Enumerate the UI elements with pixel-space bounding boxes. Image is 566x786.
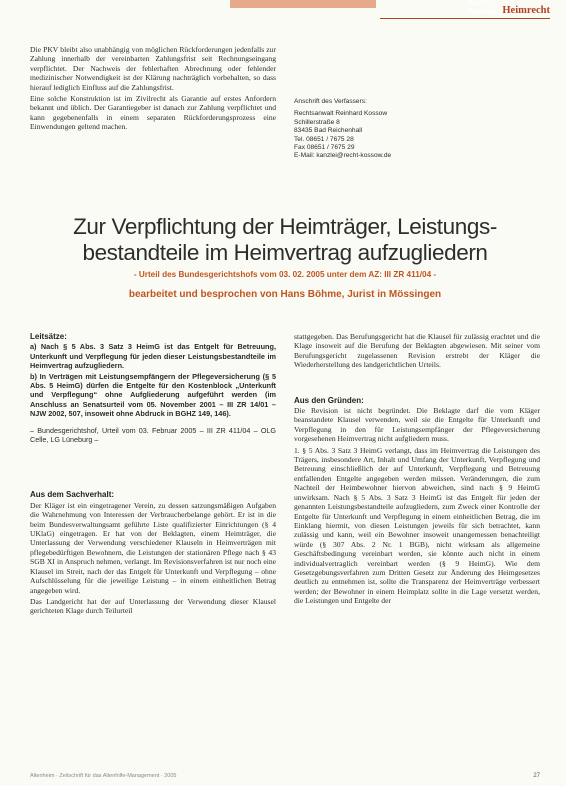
header-color-strip [230, 0, 495, 15]
author-heading: Anschrift des Verfassers: [294, 98, 367, 105]
leitsatz-b: b) In Verträgen mit Leistungsempfängern der Pflegeversicherung (§ 5 Abs. 5 HeimG) dürfen die Entgelte für den Kostenblock „Unterkunft und Verpflegung“ ohne Aufgliederung aufgeführt werden (im Anschluss an Senatsurteil vom 05. November 2001 – III ZR 14/01 – NJW 2002, 507, insoweit ohne Abdruck in BGHZ 149, 146). [30, 372, 276, 418]
prev-article-left-column [30, 45, 276, 134]
article-subtitle: - Urteil des Bundesgerichtshofs vom 03. 02. 2005 unter dem AZ: III ZR 411/04 - [133, 270, 437, 279]
gruende-paragraph: Die Revision ist nicht begründet. Die Beklagte darf die vom Kläger beanstandete Klausel verwenden, weil sie die Entgelte für Unterkunft und Verpflegung in den für Leistungsempfänger der Pflegeversicherung vorgesehenen Heimvertrag nicht aufgliedern muss. [294, 406, 540, 444]
article-byline: bearbeitet und besprochen von Hans Böhme, Jurist in Mössingen [128, 289, 442, 300]
article-title-line-2: bestandteile im Heimvertrag aufzugliedern [82, 239, 488, 265]
article-title [30, 214, 540, 265]
author-line: Rechtsanwalt Reinhard Kossow [294, 110, 388, 118]
article-right-column [294, 332, 540, 608]
spacer [294, 372, 540, 396]
leitsaetze-heading: Leitsätze: [30, 332, 67, 341]
author-line: Tel. 08651 / 7675 28 [294, 135, 354, 143]
gruende-heading: Aus den Gründen: [294, 395, 364, 405]
author-line: Schillerstraße 8 [294, 118, 340, 126]
leitsatz-a: a) Nach § 5 Abs. 3 Satz 3 HeimG ist das Entgelt für Betreuung, Unterkunft und Verpflegung für jeden dieser Leistungsbestandteile im Heimvertrag aufzugliedern. [30, 342, 276, 370]
author-line: Fax 08651 / 7675 29 [294, 144, 355, 152]
page-number: 27 [533, 773, 540, 779]
author-address [294, 98, 540, 161]
author-line: E-Mail: kanzlei@recht-kossow.de [294, 152, 392, 160]
page-header [0, 0, 566, 18]
sachverhalt-heading: Aus dem Sachverhalt: [30, 490, 115, 500]
section-label: Heimrecht [502, 5, 550, 16]
article-title-line-1: Zur Verpflichtung der Heimträger, Leistungs- [73, 214, 497, 239]
sachverhalt-paragraph: Das Landgericht hat der auf Unterlassung der Verwendung dieser Klausel gerichteten Klage durch Teilurteil [30, 596, 276, 616]
spacer [30, 446, 276, 490]
intro-paragraph: stattgegeben. Das Berufungsgericht hat die Klausel für zulässig erachtet und die Klage insoweit auf die Berufung der Beklagten abgewiesen. Mit seiner vom Berufungsgericht zugelassenen Revision erstrebt der Kläger die Wiederherstellung des landgerichtlichen Urteils. [294, 332, 540, 370]
footer-publication: Altenheim · Zeitschrift für das Altenhilfe-Management · 2005 [30, 773, 177, 779]
article-left-column [30, 332, 276, 618]
author-line: 83435 Bad Reichenhall [294, 127, 363, 135]
header-rule [380, 18, 550, 19]
prev-paragraph: Die PKV bleibt also unabhängig von möglichen Rückforderungen jedenfalls zur Zahlung innerhalb der vereinbarten Zahlungsfrist seit Rechnungseingang verpflichtet. Der Nachweis der fehlerhaften Abrechnung oder fehlender medizinischer Notwendigkeit ist der Klärung nachträglich vorbehalten, so dass hierauf lediglich Einfluss auf die Zahlungsfrist. [30, 45, 276, 92]
sachverhalt-paragraph: Der Kläger ist ein eingetragener Verein, zu dessen satzungsmäßigen Aufgaben die Wahrnehmung von Interessen der Verbraucherbelange gehört. Er ist in die beim Bundesverwaltungsamt geführte Liste qualifizierter Einrichtungen (§ 4 UKlaG) eingetragen. Er hat von der Beklagten, einem Heimträger, die Unterlassung der Verwendung verschiedener Klauseln in Heimverträgen mit pflegebedürftigen Bewohnern, die Leistungen der stationären Pflege nach § 43 SGB XI in Anspruch nehmen, verlangt. Im Revisionsverfahren ist nur noch eine Klausel im Streit, nach der das Entgelt für Unterkunft und Verpflegung – ohne Aufschlüsselung für die jeweilige Leistung – in einem einheitlichen Betrag angegeben wird. [30, 500, 276, 595]
gruende-paragraph: 1. § 5 Abs. 3 Satz 3 HeimG verlangt, dass im Heimvertrag die Leistungen des Trägers, insbesondere Art, Inhalt und Umfang der Unterkunft, Verpflegung und Betreuung einschließlich der auf Unterkunft, Verpflegung und Betreuung entfallenden Entgelte angegeben werden müssen. Veränderungen, die zum Nachteil der Heimbewohner hiervon abweichen, sind nach § 9 HeimG unwirksam. Nach § 5 Abs. 3 Satz 3 HeimG ist das Entgelt für jeden der genannten Leistungsbestandteile aufzugliedern, zum Zweck einer Kontrolle der Entgelte für Unterkunft und Verpflegung in einem einheitlichen Betrag, die im Einklang hiermit, von diesen Leistungen jeweils für sich betrachtet, kann zulässig und kann, weil ein Bewohner insoweit unangemessen benachteiligt würde (§ 307 Abs. 2 Nr. 1 BGB), nicht wirksam als allgemeine Geschäftsbedingung vereinbart werden, sie könnte auch nicht in einem individualvertraglich vereinbart werden (§ 9 HeimG). Wie dem Gesetzgebungsverfahren zum Dritten Gesetz zur Änderung des Heimgesetzes deutlich zu entnehmen ist, sollte die Transparenz der Heimverträge verbessert werden; der Bewohner in einem Heimplatz sollte in die Lage versetzt werden, die Leistungen und Entgelte der [294, 445, 540, 606]
header-stamp: Recht + Regelung [468, 0, 495, 15]
prev-paragraph: Eine solche Konstruktion ist im Zivilrecht als Garantie auf erstes Anfordern bekannt und üblich. Der Garantiegeber ist danach zur Zahlung verpflichtet und kann gegebenenfalls in einem separaten Rückforderungsprozess eine Einwendungen geltend machen. [30, 94, 276, 132]
page-footer [30, 773, 540, 781]
court-citation: – Bundesgerichtshof, Urteil vom 03. Februar 2005 – III ZR 411/04 – OLG Celle, LG Lüneburg – [30, 426, 276, 445]
